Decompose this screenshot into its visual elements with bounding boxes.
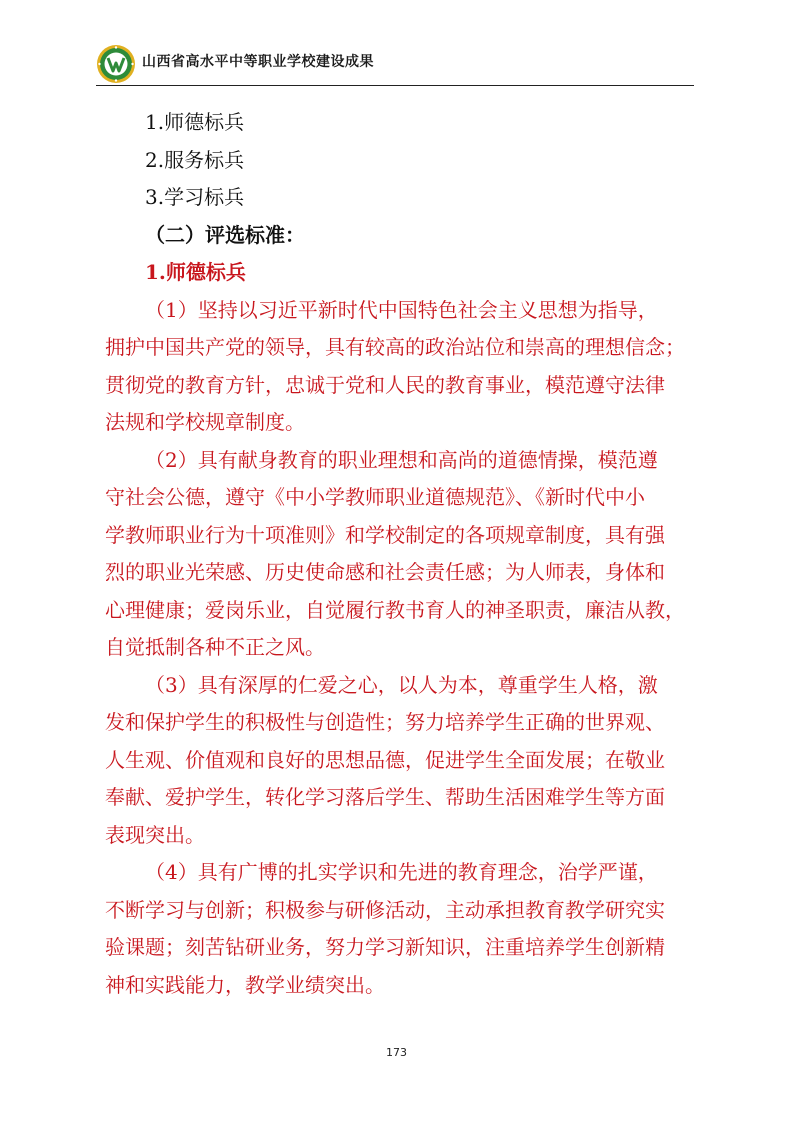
paragraph-line: 奉献、爱护学生，转化学习落后学生、帮助生活困难学生等方面: [105, 785, 665, 809]
paragraph-line: 学教师职业行为十项准则》和学校制定的各项规章制度，具有强: [105, 522, 665, 547]
paragraph-line: 拥护中国共产党的领导，具有较高的政治站位和崇高的理想信念；: [105, 335, 685, 359]
document-body: [105, 104, 701, 1004]
school-logo-icon: [96, 44, 136, 84]
paragraph-line: 发和保护学生的积极性与创造性；努力培养学生正确的世界观、: [105, 710, 665, 734]
header-title: 山西省高水平中等职业学校建设成果: [142, 54, 374, 70]
paragraph-line: （3）具有深厚的仁爱之心，以人为本，尊重学生人格，激: [145, 672, 658, 697]
paragraph-line: （1）坚持以习近平新时代中国特色社会主义思想为指导，: [145, 297, 658, 322]
paragraph-line: （2）具有献身教育的职业理想和高尚的道德情操，模范遵: [145, 447, 658, 472]
paragraph-line: 心理健康；爱岗乐业，自觉履行教书育人的神圣职责，廉洁从教，: [105, 597, 685, 622]
paragraph-3: [105, 667, 701, 855]
section-heading: （二）评选标准：: [145, 222, 305, 247]
paragraph-2: [105, 442, 701, 667]
paragraph-line: （4）具有广博的扎实学识和先进的教育理念，治学严谨，: [145, 860, 658, 884]
paragraph-line: 贯彻党的教育方针，忠诚于党和人民的教育事业，模范遵守法律: [105, 372, 665, 397]
paragraph-line: 表现突出。: [105, 822, 205, 847]
paragraph-line: 验课题；刻苦钻研业务，努力学习新知识，注重培养学生创新精: [105, 935, 665, 959]
subheading: 1.师德标兵: [145, 260, 246, 284]
paragraph-line: 烈的职业光荣感、历史使命感和社会责任感；为人师表，身体和: [105, 560, 665, 584]
list-item-2: 2.服务标兵: [145, 147, 245, 172]
page-header: [96, 42, 694, 86]
paragraph-line: 神和实践能力，教学业绩突出。: [105, 972, 385, 997]
header-divider: [96, 85, 694, 86]
page-number: 173: [386, 1046, 407, 1059]
list-item-3: 3.学习标兵: [145, 185, 245, 209]
paragraph-line: 法规和学校规章制度。: [105, 410, 305, 434]
paragraph-line: 人生观、价值观和良好的思想品德，促进学生全面发展；在敬业: [105, 747, 665, 772]
paragraph-1: [105, 292, 701, 442]
paragraph-line: 自觉抵制各种不正之风。: [105, 635, 325, 659]
paragraph-line: 不断学习与创新；积极参与研修活动，主动承担教育教学研究实: [105, 897, 665, 922]
list-item-1: 1.师德标兵: [145, 110, 245, 134]
paragraph-4: [105, 854, 701, 1004]
paragraph-line: 守社会公德，遵守《中小学教师职业道德规范》、《新时代中小: [105, 485, 645, 509]
